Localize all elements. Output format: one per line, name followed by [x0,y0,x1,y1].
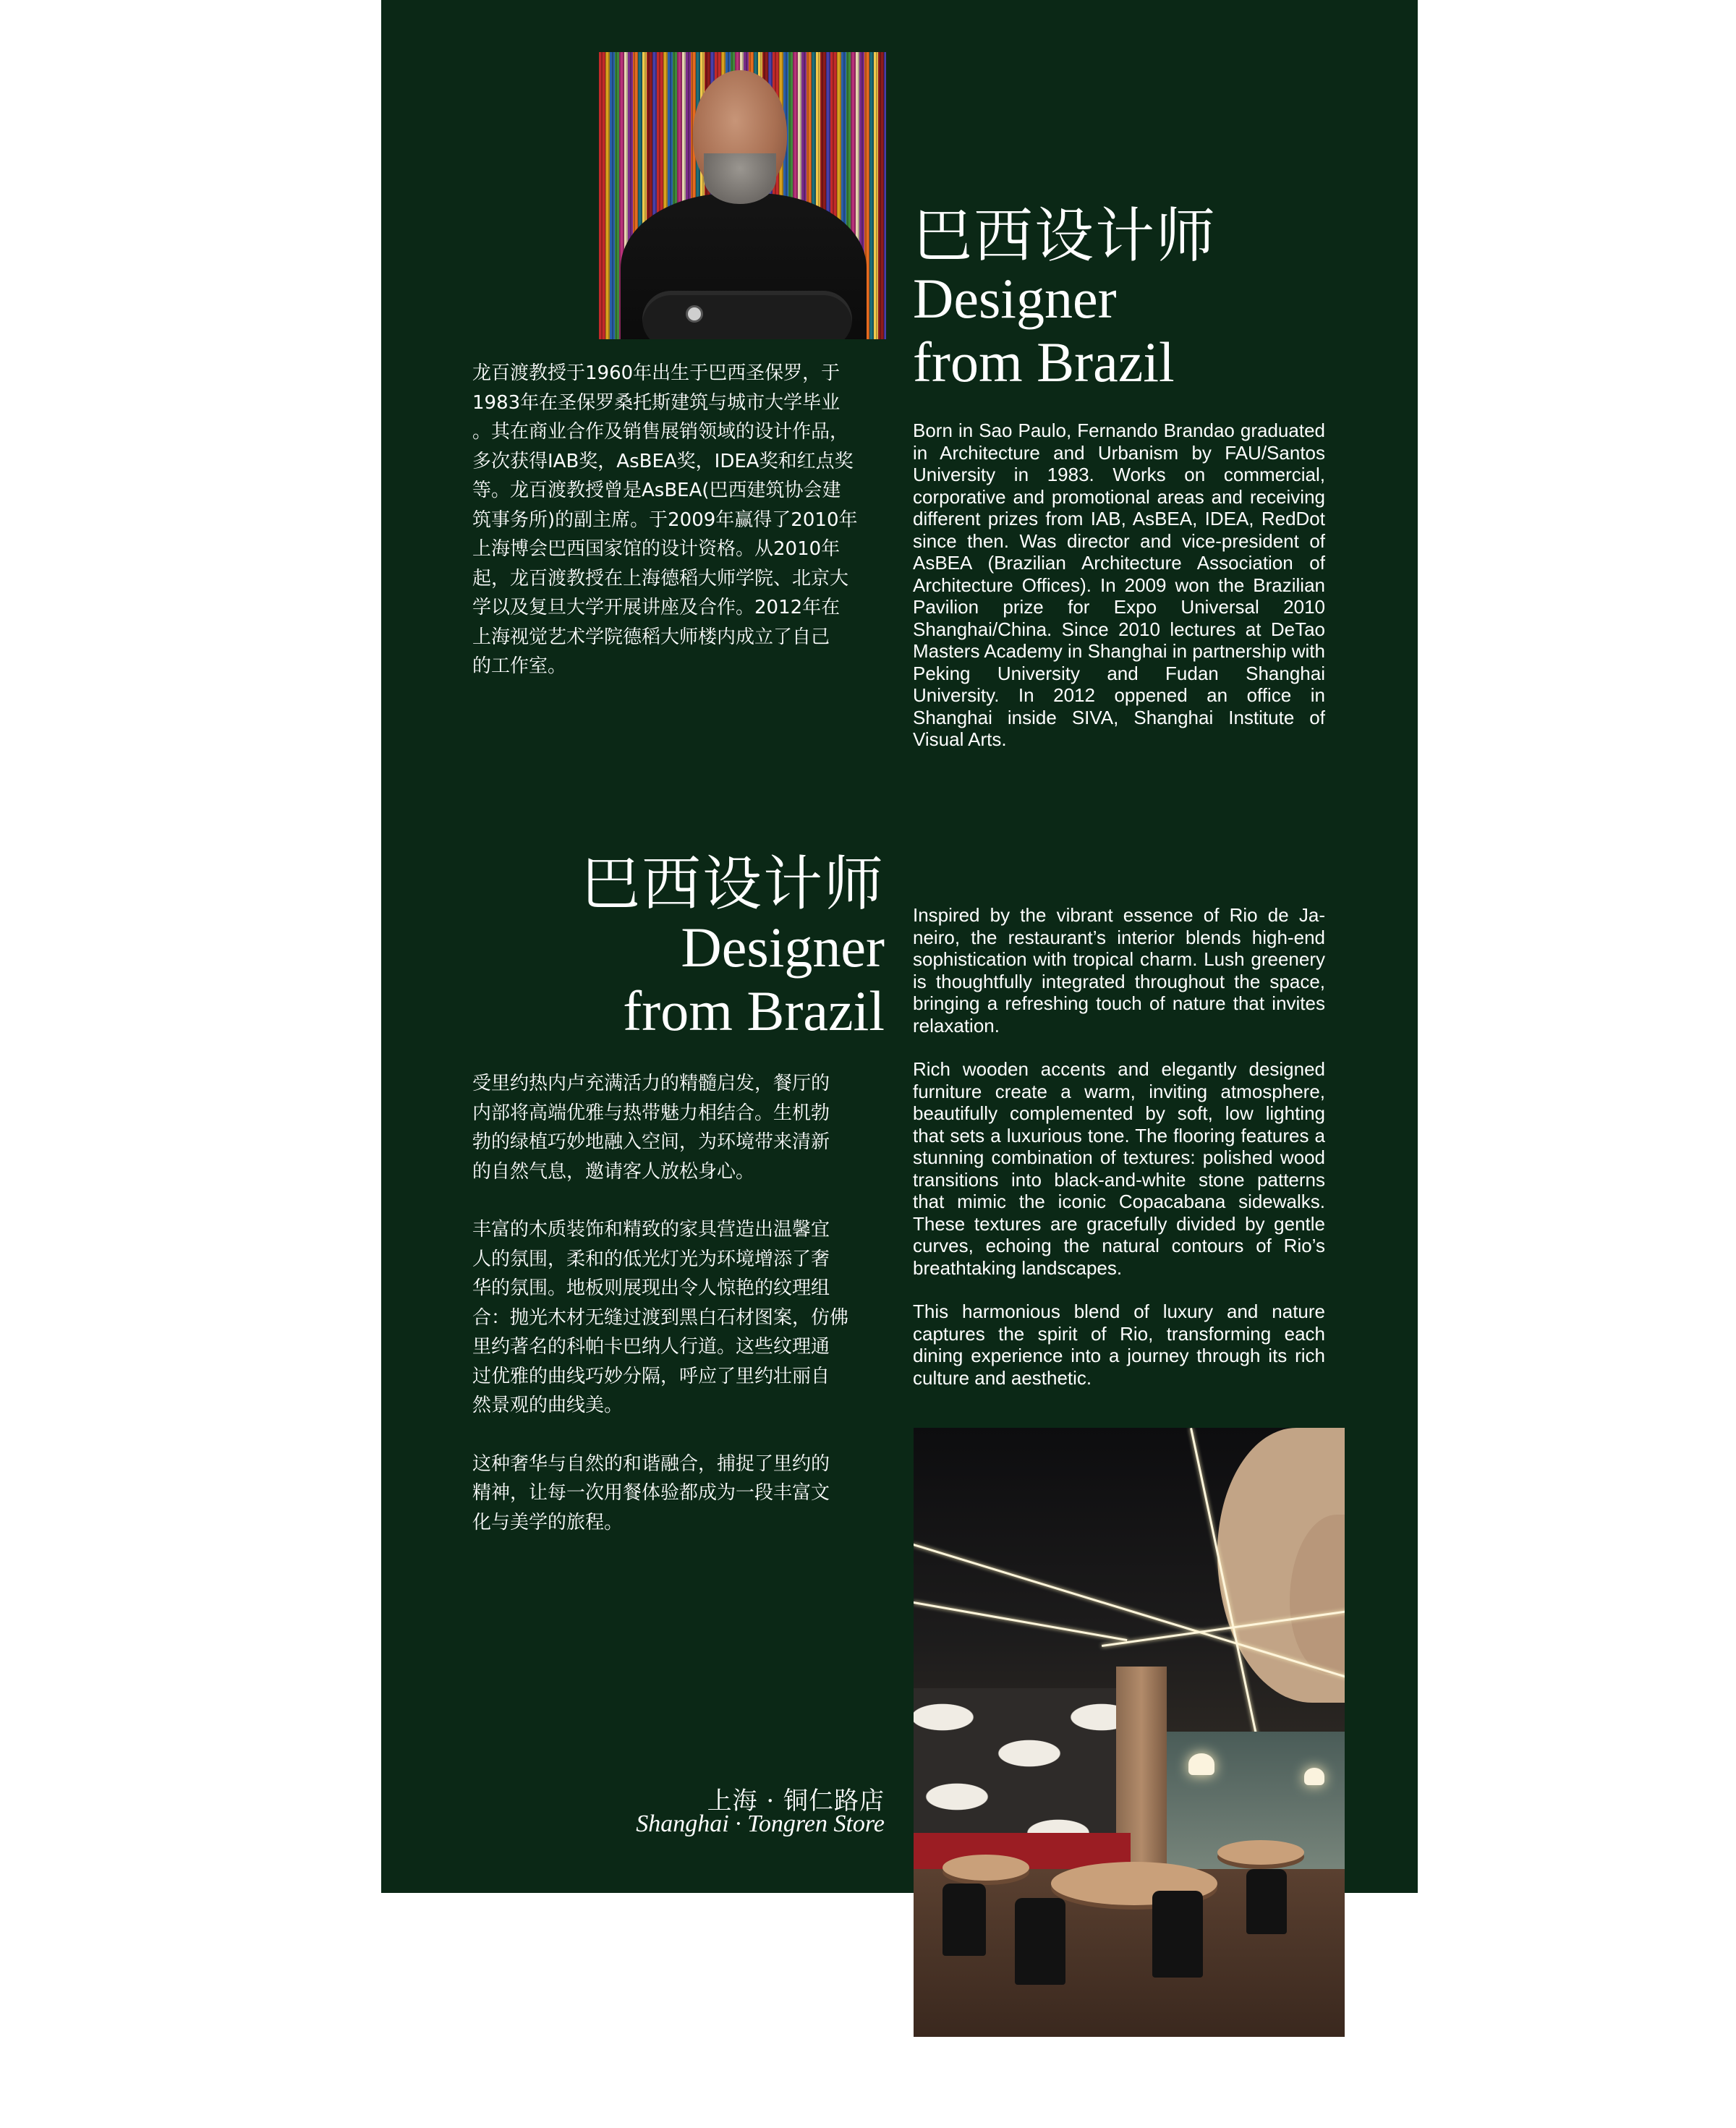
section2-body-cn-paragraph-2: 丰富的木质装饰和精致的家具营造出温馨宜 人的氛围，柔和的低光灯光为环境增添了奢 华的氛围。地板则展现出令人惊艳的纹理组 合：抛光木材无缝过渡到黑白石材图案，仿佛 里约著名的科帕卡巴纳人行道。这些纹理通 过优雅的曲线巧妙分隔，呼应了里约壮丽自 然景观的曲线美。 [472,1219,849,1416]
store-name-en: Shanghai · Tongren Store [636,1810,885,1837]
designer-portrait-photo [599,52,886,339]
section2-body-en [913,904,1325,1410]
portrait-beard [704,153,776,204]
section2-heading-cn: 巴西设计师 [580,850,885,919]
section2-body-en-paragraph-2: Rich wooden accents and elegantly designed furniture create a warm, inviting atmosphere, beautifully complemented by soft, low lighting that sets a luxurious tone. The flooring features a stunning combination of textures: polished wood transitions into black-and-white stone patterns that mimic the iconic Copacabana sidewalks. These textures are gracefully divided by gentle curves, echoing the natural contours of Rio’s breathtaking landscapes. [913,1058,1325,1279]
portrait-crossed-arms [642,291,852,339]
section2-body-en-paragraph-3: This harmonious blend of luxury and nature captures the spirit of Rio, transforming each dining experience into a journey through its rich culture and aesthetic. [913,1301,1325,1389]
photo-chair [943,1884,986,1956]
section1-body-cn: 龙百渡教授于1960年出生于巴西圣保罗，于 1983年在圣保罗桑托斯建筑与城市大学毕业 。其在商业合作及销售展销领域的设计作品， 多次获得IAB奖，AsBEA奖，IDEA奖和红点奖 等。龙百渡教授曾是AsBEA(巴西建筑协会建 筑事务所)的副主席。于2009年赢得了2010年 上海博会巴西国家馆的设计资格。从2010年 起，龙百渡教授在上海德稻大师学院、北京大 学以及复旦大学开展讲座及合作。2012年在 上海视觉艺术学院德稻大师楼内成立了自己 的工作室。 [472,362,858,677]
section2-body-cn-paragraph-1: 受里约热内卢充满活力的精髓启发，餐厅的 内部将高端优雅与热带魅力相结合。生机勃 勃的绿植巧妙地融入空间，为环境带来清新 的自然气息，邀请客人放松身心。 [472,1073,830,1183]
section2-body-cn [472,1069,892,1537]
section1-heading-en-line1: Designer [913,267,1117,330]
section1-body-en-paragraph: Born in Sao Paulo, Fernando Brandao graduated in Architecture and Urbanism by FAU/Santos University in 1983. Works on commercial, corporative and promotional areas and receiving different prizes from IAB, AsBEA, IDEA, RedDot since then. Was director and vice-president of AsBEA (Brazilian Architecture Association of Architecture Offices). In 2009 won the Brazilian Pavilion prize for Expo Universal 2010 Shanghai/China. Since 2010 lectures at DeTao Masters Academy in Shanghai in partnership with Peking University and Fudan Shanghai University. In 2012 oppened an office in Shanghai inside SIVA, Shanghai Institute of Visual Arts. [913,420,1325,750]
section1-heading-cn: 巴西设计师 [913,202,1217,271]
section2-heading-en-line1: Designer [681,916,885,979]
section2-body-cn-paragraph-3: 这种奢华与自然的和谐融合，捕捉了里约的 精神，让每一次用餐体验都成为一段丰富文 化与美学的旅程。 [472,1452,830,1533]
portrait-watch [686,305,703,323]
section2-body-en-paragraph-1: Inspired by the vibrant essence of Rio de Janeiro, the restaurant’s interior blends high-end sophistication with tropical charm. Lush greenery is thoughtfully integrated throughout the space, bringing a refreshing touch of nature that invites relaxation. [913,904,1325,1037]
photo-table [1217,1840,1304,1865]
section1-body-en [913,420,1325,773]
photo-chair [1015,1898,1065,1985]
photo-pendant-lamp [1304,1768,1324,1785]
photo-chair [1152,1891,1203,1978]
photo-pendant-lamp [1188,1753,1214,1775]
photo-table [943,1855,1029,1881]
photo-chair [1246,1869,1287,1934]
section1-heading-en-line2: from Brazil [913,331,1175,393]
restaurant-interior-photo [914,1428,1345,2037]
store-name-cn: 上海 · 铜仁路店 [707,1787,885,1816]
section2-heading-en-line2: from Brazil [623,979,885,1042]
